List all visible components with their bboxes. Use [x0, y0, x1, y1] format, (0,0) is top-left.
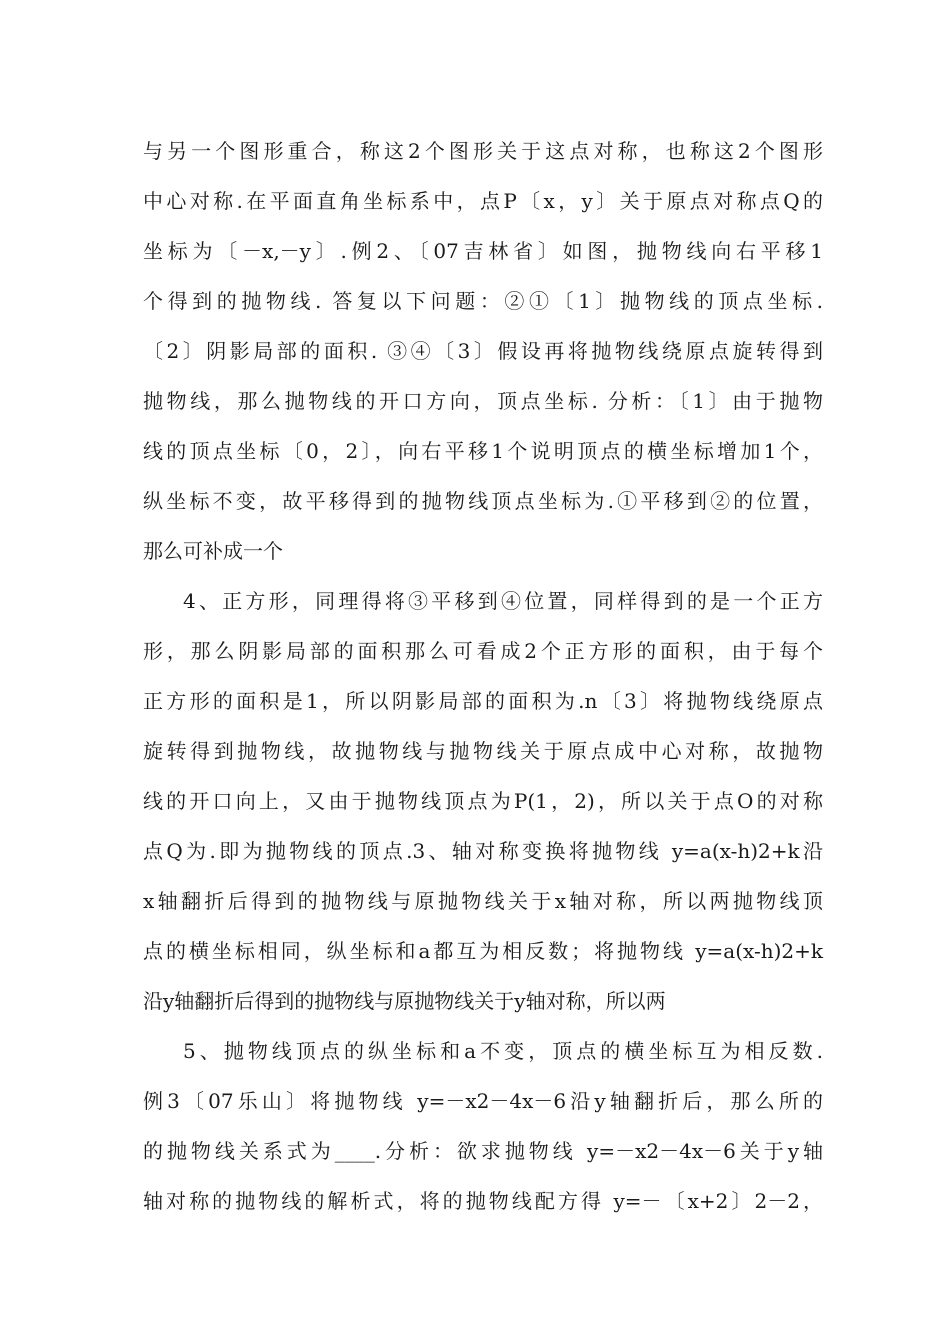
paragraph-2-line-2: 形，那么阴影局部的面积那么可看成2个正方形的面积，由于每个	[143, 639, 823, 663]
paragraph-2-line-6: 点Q为.即为抛物线的顶点.3、轴对称变换将抛物线 y=a(x-h)2+k沿	[143, 839, 823, 863]
paragraph-2-line-9: 沿y轴翻折后得到的抛物线与原抛物线关于y轴对称，所以两	[143, 989, 666, 1013]
paragraph-1-line-8: 纵坐标不变，故平移得到的抛物线顶点坐标为.①平移到②的位置，	[143, 489, 823, 513]
paragraph-3-line-3: 的抛物线关系式为____.分析：欲求抛物线 y=－x2－4x－6关于y轴	[143, 1139, 823, 1163]
paragraph-2-line-7: x轴翻折后得到的抛物线与原抛物线关于x轴对称，所以两抛物线顶	[143, 889, 823, 913]
paragraph-2-line-3: 正方形的面积是1，所以阴影局部的面积为.n〔3〕将抛物线绕原点	[143, 689, 823, 713]
paragraph-2-line-5: 线的开口向上，又由于抛物线顶点为P(1，2)，所以关于点O的对称	[143, 789, 823, 813]
paragraph-2-line-8: 点的横坐标相同，纵坐标和a都互为相反数；将抛物线 y=a(x-h)2+k	[143, 939, 823, 963]
paragraph-3-line-4: 轴对称的抛物线的解析式，将的抛物线配方得 y=－〔x+2〕2－2，	[143, 1189, 823, 1213]
paragraph-1-line-6: 抛物线，那么抛物线的开口方向，顶点坐标. 分析：〔1〕由于抛物	[143, 389, 823, 413]
paragraph-1-line-9: 那么可补成一个	[143, 539, 283, 563]
paragraph-1-line-5: 〔2〕阴影局部的面积. ③④〔3〕假设再将抛物线绕原点旋转得到	[143, 339, 823, 363]
paragraph-1-line-3: 坐标为〔－x,－y〕.例2、〔07吉林省〕如图，抛物线向右平移1	[143, 239, 823, 263]
paragraph-3-line-2: 例3〔07乐山〕将抛物线 y=－x2－4x－6沿y轴翻折后，那么所的	[143, 1089, 823, 1113]
paragraph-1-line-7: 线的顶点坐标〔0，2〕，向右平移1个说明顶点的横坐标增加1个，	[143, 439, 823, 463]
paragraph-1-line-4: 个得到的抛物线. 答复以下问题：②①〔1〕抛物线的顶点坐标.	[143, 289, 823, 313]
paragraph-2-line-4: 旋转得到抛物线，故抛物线与抛物线关于原点成中心对称，故抛物	[143, 739, 823, 763]
paragraph-2-line-1: 4、正方形，同理得将③平移到④位置，同样得到的是一个正方	[183, 589, 823, 613]
paragraph-1-line-2: 中心对称.在平面直角坐标系中，点P〔x，y〕关于原点对称点Q的	[143, 189, 823, 213]
paragraph-3-line-1: 5、抛物线顶点的纵坐标和a不变，顶点的横坐标互为相反数.	[183, 1039, 823, 1063]
paragraph-1-line-1: 与另一个图形重合，称这2个图形关于这点对称，也称这2个图形	[143, 139, 823, 163]
